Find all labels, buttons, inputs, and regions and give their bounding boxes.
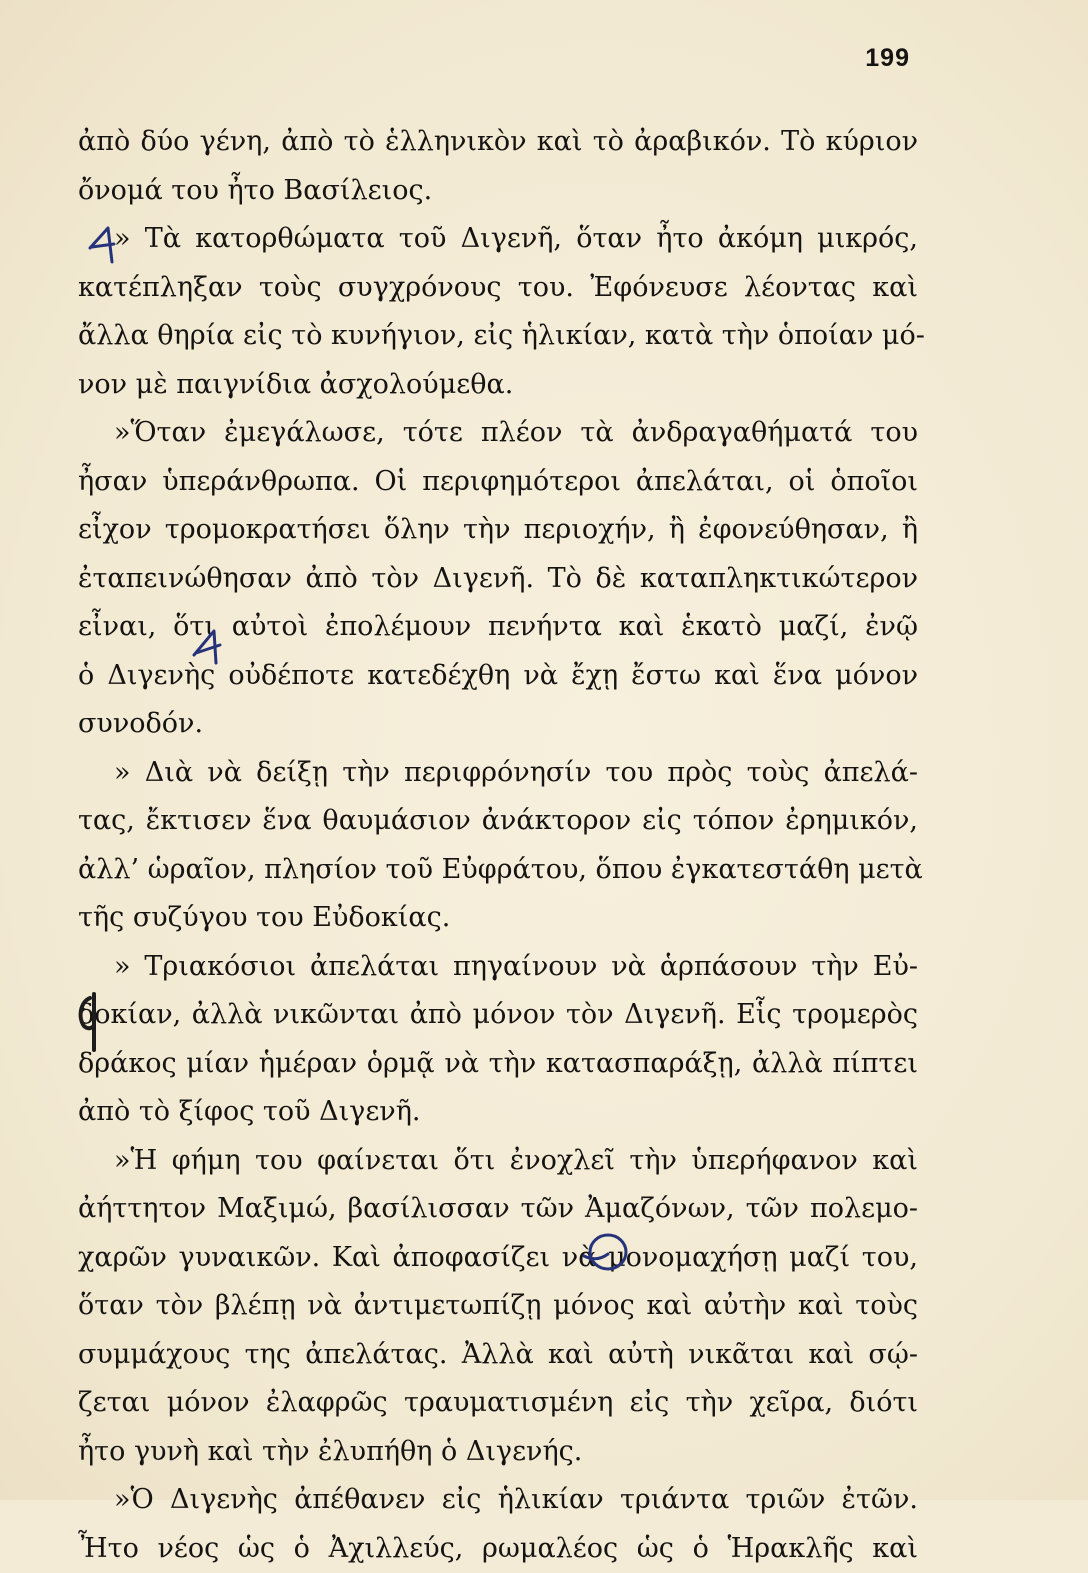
text-line: ἦσαν ὑπεράνθρωπα. Οἱ περιφημότεροι ἀπελάται, οἱ ὁποῖοι bbox=[78, 458, 918, 507]
text-line: δράκος μίαν ἡμέραν ὁρμᾷ νὰ τὴν κατασπαράξῃ, ἀλλὰ πίπτει bbox=[78, 1040, 918, 1089]
text-line: συνοδόν. bbox=[78, 700, 918, 749]
text-line: » Τριακόσιοι ἀπελάται πηγαίνουν νὰ ἁρπάσουν τὴν Εὐ- bbox=[78, 943, 918, 992]
text-line: κατέπληξαν τοὺς συγχρόνους του. Ἐφόνευσε λέοντας καὶ bbox=[78, 264, 918, 313]
text-line: ὄνομά του ἦτο Βασίλειος. bbox=[78, 167, 918, 216]
text-line: ζεται μόνον ἐλαφρῶς τραυματισμένη εἰς τὴν χεῖρα, διότι bbox=[78, 1379, 918, 1428]
text-line: χαρῶν γυναικῶν. Καὶ ἀποφασίζει νὰ μονομαχήσῃ μαζί του, bbox=[78, 1234, 918, 1283]
text-line: » Τὰ κατορθώματα τοῦ Διγενῆ, ὅταν ἦτο ἀκόμη μικρός, bbox=[78, 215, 918, 264]
text-line: »Ὁ Διγενὴς ἀπέθανεν εἰς ἡλικίαν τριάντα τριῶν ἐτῶν. bbox=[78, 1476, 918, 1525]
text-line: ὁ Διγενὴς οὐδέποτε κατεδέχθη νὰ ἔχῃ ἔστω καὶ ἕνα μόνον bbox=[78, 652, 918, 701]
text-line: ἄλλα θηρία εἰς τὸ κυνήγιον, εἰς ἡλικίαν, κατὰ τὴν ὁποίαν μό- bbox=[78, 312, 918, 361]
text-line: ἐταπεινώθησαν ἀπὸ τὸν Διγενῆ. Τὸ δὲ καταπληκτικώτερον bbox=[78, 555, 918, 604]
body-text bbox=[78, 118, 918, 1573]
text-line: »Ἡ φήμη του φαίνεται ὅτι ἐνοχλεῖ τὴν ὑπερήφανον καὶ bbox=[78, 1137, 918, 1186]
text-line: ἦτο γυνὴ καὶ τὴν ἐλυπήθη ὁ Διγενής. bbox=[78, 1428, 918, 1477]
text-line: »Ὅταν ἐμεγάλωσε, τότε πλέον τὰ ἀνδραγαθήματά του bbox=[78, 409, 918, 458]
text-line: Ἦτο νέος ὡς ὁ Ἀχιλλεύς, ρωμαλέος ὡς ὁ Ἡρακλῆς καὶ bbox=[78, 1525, 918, 1573]
text-line: ὅταν τὸν βλέπῃ νὰ ἀντιμετωπίζῃ μόνος καὶ αὐτὴν καὶ τοὺς bbox=[78, 1282, 918, 1331]
text-line: » Διὰ νὰ δείξῃ τὴν περιφρόνησίν του πρὸς τοὺς ἀπελά- bbox=[78, 749, 918, 798]
text-line: ἀπὸ τὸ ξίφος τοῦ Διγενῆ. bbox=[78, 1088, 918, 1137]
text-line: ἀπὸ δύο γένη, ἀπὸ τὸ ἑλληνικὸν καὶ τὸ ἀραβικόν. Τὸ κύριον bbox=[78, 118, 918, 167]
text-line: τῆς συζύγου του Εὐδοκίας. bbox=[78, 894, 918, 943]
text-line: συμμάχους της ἀπελάτας. Ἀλλὰ καὶ αὐτὴ νικᾶται καὶ σῴ- bbox=[78, 1331, 918, 1380]
text-line: ἀλλ’ ὡραῖον, πλησίον τοῦ Εὐφράτου, ὅπου ἐγκατεστάθη μετὰ bbox=[78, 846, 918, 895]
text-line: εἶναι, ὅτι αὐτοὶ ἐπολέμουν πενήντα καὶ ἑκατὸ μαζί, ἐνῷ bbox=[78, 603, 918, 652]
text-line: δοκίαν, ἀλλὰ νικῶνται ἀπὸ μόνον τὸν Διγενῆ. Εἷς τρομερὸς bbox=[78, 991, 918, 1040]
text-line: ἀήττητον Μαξιμώ, βασίλισσαν τῶν Ἀμαζόνων, τῶν πολεμο- bbox=[78, 1185, 918, 1234]
text-line: νον μὲ παιγνίδια ἀσχολούμεθα. bbox=[78, 361, 918, 410]
page-number: 199 bbox=[820, 44, 910, 73]
text-line: τας, ἔκτισεν ἕνα θαυμάσιον ἀνάκτορον εἰς τόπον ἐρημικόν, bbox=[78, 797, 918, 846]
text-line: εἶχον τρομοκρατήσει ὅλην τὴν περιοχήν, ἢ ἐφονεύθησαν, ἢ bbox=[78, 506, 918, 555]
